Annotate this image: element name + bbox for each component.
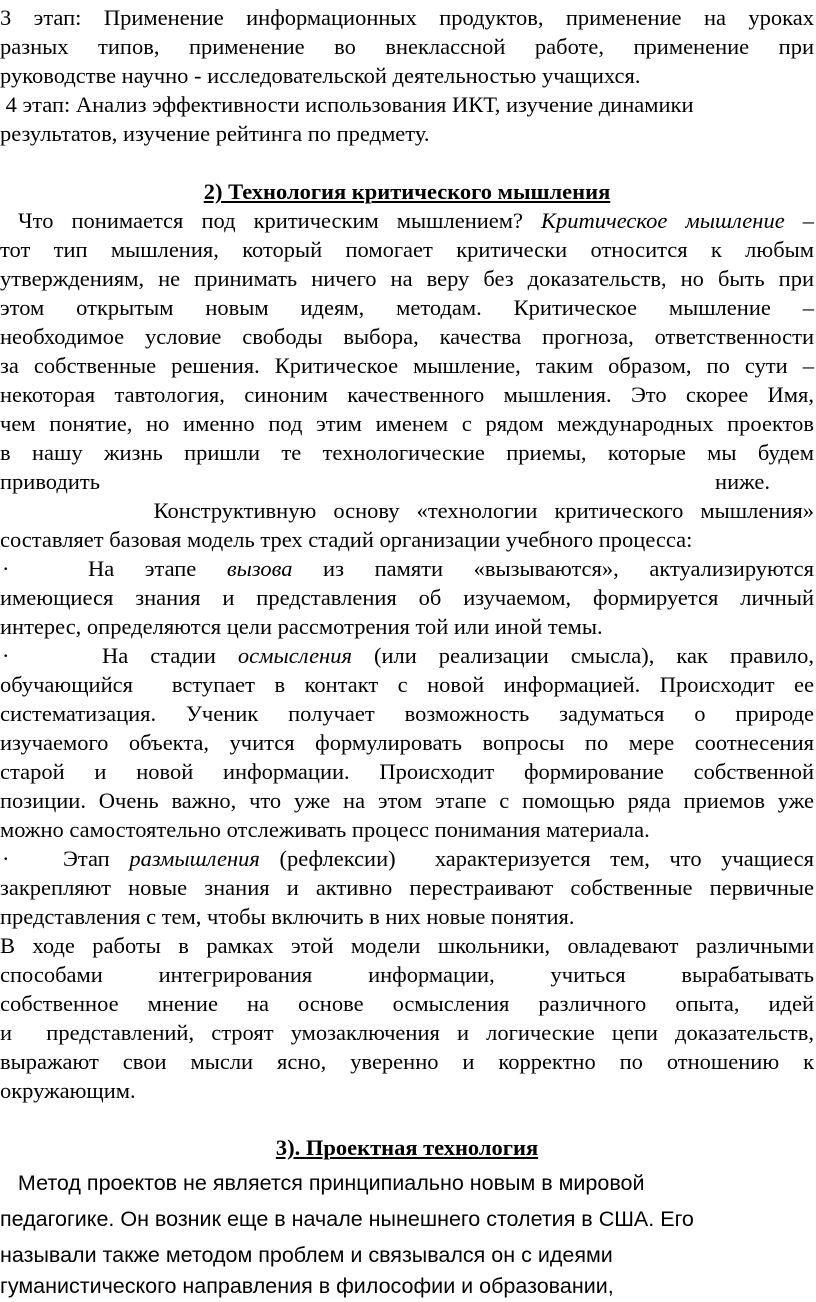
paragraph-line: окружающим.: [0, 1078, 136, 1103]
paragraph-line: старой и новой информации. Происходит формирование собственной: [0, 759, 814, 784]
paragraph-line: собственное мнение на основе осмысления различного опыта, идей: [0, 991, 814, 1016]
paragraph-line: В ходе работы в рамках этой модели школьники, овладевают различными: [0, 933, 814, 958]
bullet-icon: ·: [2, 846, 10, 871]
paragraph-line: в нашу жизнь пришли те технологические приемы, которые мы будем: [0, 440, 814, 465]
stage-rest: (или реализации смысла), как правило,: [351, 643, 814, 668]
paragraph-line: составляет базовая модель трех стадий организации учебного процесса:: [0, 527, 693, 552]
paragraph-line: гуманистического направления в философии и образовании,: [0, 1274, 614, 1298]
stage-rest: (рефлексии) характеризуется тем, что учащиеся: [259, 846, 814, 871]
stage-prefix: На этапе: [88, 556, 227, 581]
paragraph-line: за собственные решения. Критическое мышление, таким образом, по сути –: [0, 353, 814, 378]
paragraph-line: обучающийся вступает в контакт с новой информацией. Происходит ее: [0, 672, 814, 697]
paragraph-line: интерес, определяются цели рассмотрения той или иной темы.: [0, 614, 603, 639]
paragraph-line: систематизация. Ученик получает возможность задуматься о природе: [0, 701, 814, 726]
paragraph-line: называли также методом проблем и связывался он с идеями: [0, 1243, 613, 1267]
paragraph-line: закрепляют новые знания и активно перестраивают собственные первичные: [0, 875, 814, 900]
paragraph-line: [0, 467, 814, 496]
stage-rest: из памяти «вызываются», актуализируются: [292, 556, 814, 581]
section-heading: 2) Технология критического мышления: [203, 179, 611, 204]
paragraph-line: чем понятие, но именно под этим именем с рядом международных проектов: [0, 411, 814, 436]
paragraph-line: [0, 206, 814, 235]
paragraph-line: педагогике. Он возник еще в начале нынешнего столетия в США. Его: [0, 1207, 694, 1231]
paragraph-line: Метод проектов не является принципиально новым в мировой: [0, 1171, 645, 1195]
paragraph-line: результатов, изучение рейтинга по предмету.: [0, 121, 430, 146]
paragraph-line: утверждениям, не принимать ничего на веру без доказательств, но быть при: [0, 266, 814, 291]
line-right-word: ниже.: [715, 469, 770, 494]
paragraph-line: этом открытым новым идеям, методам. Критическое мышление –: [0, 295, 814, 320]
paragraph-line: Конструктивную основу «технологии критического мышления»: [0, 498, 814, 523]
stage-prefix: На стадии: [102, 643, 238, 668]
paragraph-line: имеющиеся знания и представления об изучаемом, формируется личный: [0, 585, 814, 610]
stage-term: осмысления: [237, 643, 352, 668]
paragraph-line: изучаемого объекта, учится формулировать вопросы по мере соотнесения: [0, 730, 814, 755]
paragraph-line: 4 этап: Анализ эффективности использования ИКТ, изучение динамики: [0, 92, 694, 117]
paragraph-line: представления с тем, чтобы включить в них новые понятия.: [0, 904, 575, 929]
bullet-icon: ·: [2, 556, 10, 581]
paragraph-line: тот тип мышления, который помогает критически относится к любым: [0, 237, 814, 262]
stage-prefix: Этап: [63, 846, 130, 871]
paragraph-line: разных типов, применение во внеклассной работе, применение при: [0, 34, 814, 59]
section-heading: 3). Проектная технология: [275, 1135, 539, 1160]
paragraph-line: необходимое условие свободы выбора, качества прогноза, ответственности: [0, 324, 814, 349]
paragraph-line: некоторая тавтология, синоним качественного мышления. Это скорее Имя,: [0, 382, 814, 407]
paragraph-line: руководстве научно - исследовательской деятельностью учащихся.: [0, 63, 641, 88]
line-left-word: приводить: [0, 469, 100, 494]
paragraph-line: 3 этап: Применение информационных продуктов, применение на уроках: [0, 5, 814, 30]
paragraph-line: позиции. Очень важно, что уже на этом этапе с помощью ряда приемов уже: [0, 788, 814, 813]
stage-term: размышления: [129, 846, 260, 871]
bullet-icon: ·: [2, 643, 10, 668]
paragraph-line: и представлений, строят умозаключения и логические цепи доказательств,: [0, 1020, 814, 1045]
paragraph-line: можно самостоятельно отслеживать процесс понимания материала.: [0, 817, 650, 842]
paragraph-line: способами интегрирования информации, учиться вырабатывать: [0, 962, 814, 987]
paragraph-line: выражают свои мысли ясно, уверенно и корректно по отношению к: [0, 1049, 814, 1074]
intro-question: Что понимается под критическим мышлением?: [0, 208, 542, 233]
intro-dash: –: [784, 208, 815, 233]
stage-term: вызова: [226, 556, 293, 581]
term-critical-thinking: Критическое мышление: [541, 208, 785, 233]
